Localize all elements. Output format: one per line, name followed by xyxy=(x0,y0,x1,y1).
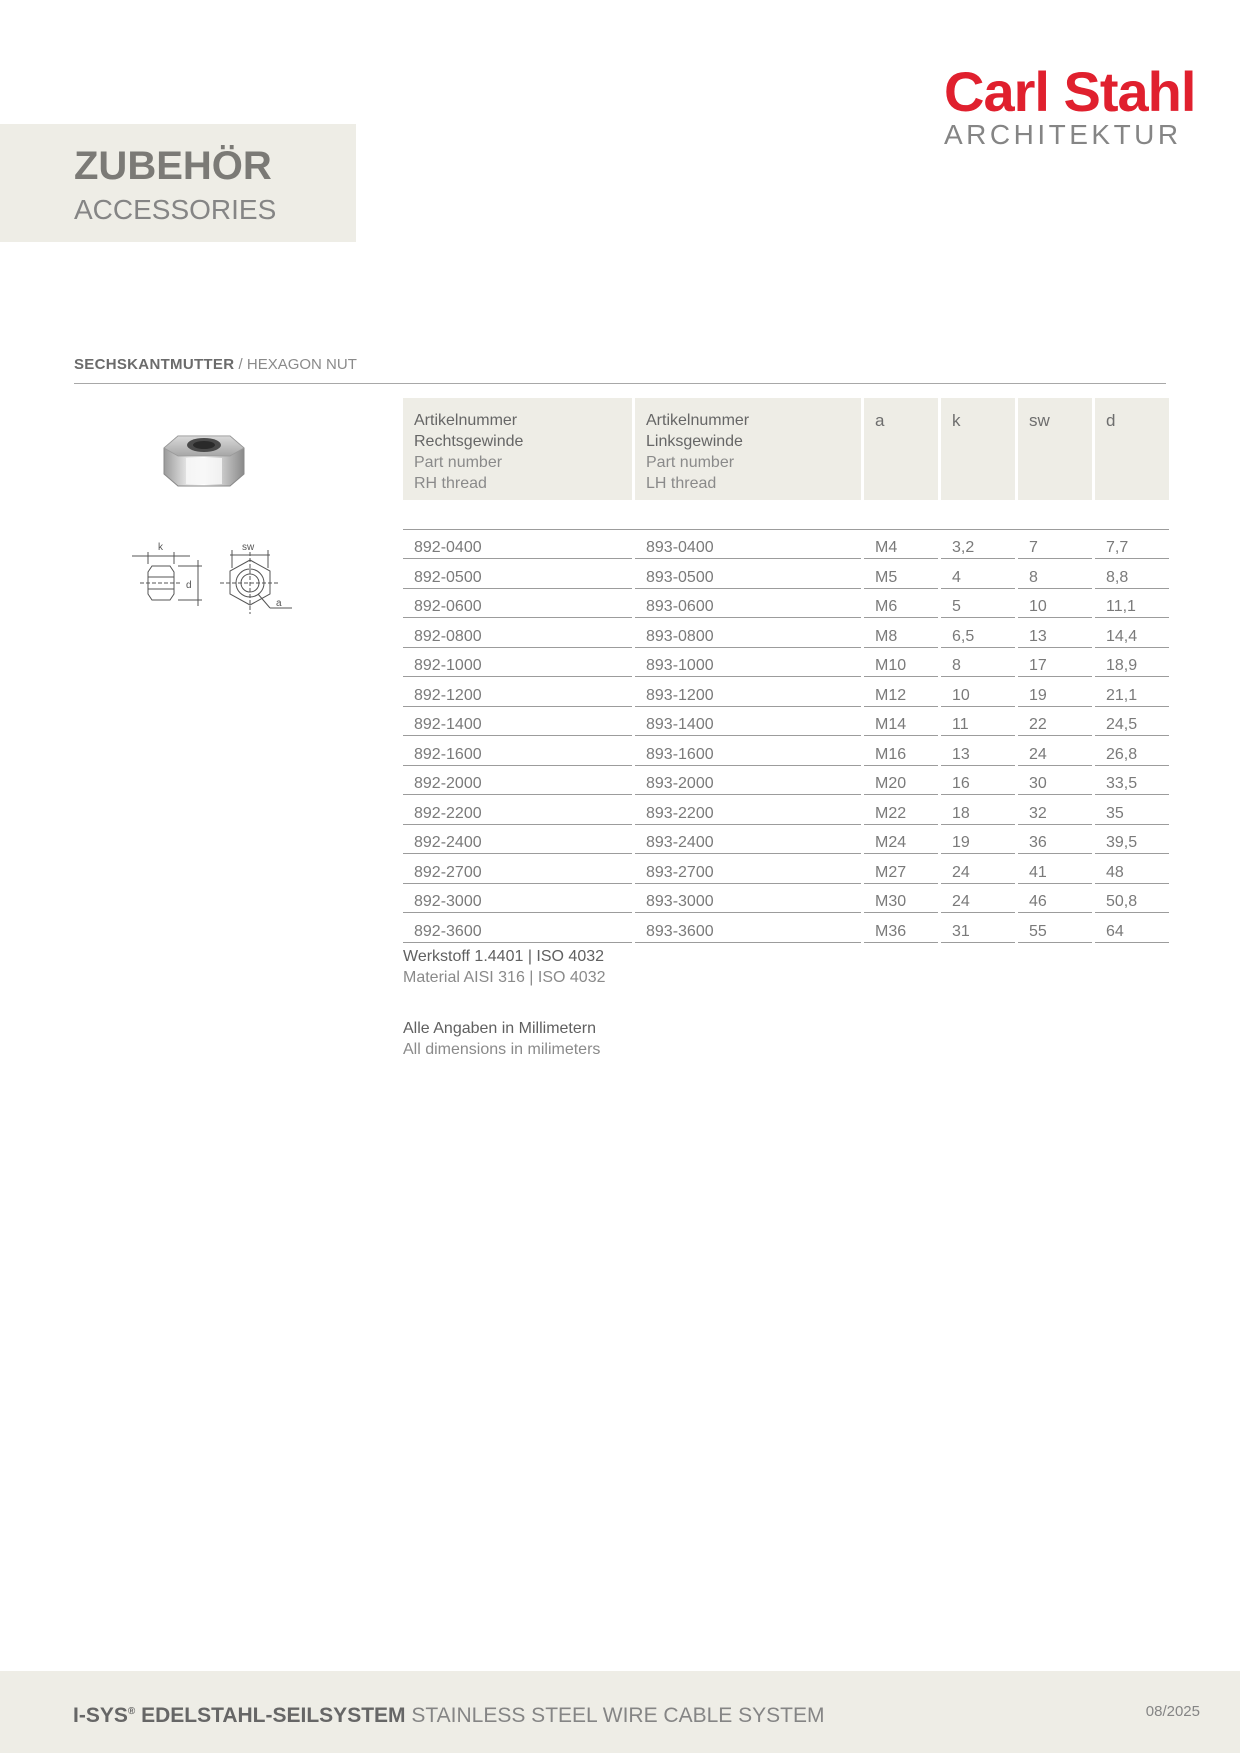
table-row xyxy=(403,559,1169,589)
cell-a: M10 xyxy=(864,648,938,678)
cell-a: M5 xyxy=(864,559,938,589)
cell-k: 18 xyxy=(941,795,1015,825)
cell-lh-part-number: 893-0600 xyxy=(635,589,861,619)
table-row xyxy=(403,736,1169,766)
cell-a: M6 xyxy=(864,589,938,619)
cell-a: M8 xyxy=(864,618,938,648)
category-title: ZUBEHÖR xyxy=(74,144,272,188)
cell-sw: 13 xyxy=(1018,618,1092,648)
cell-sw: 24 xyxy=(1018,736,1092,766)
cell-rh-part-number: 892-0500 xyxy=(403,559,632,589)
cell-k: 24 xyxy=(941,854,1015,884)
cell-rh-part-number: 892-2700 xyxy=(403,854,632,884)
cell-a: M36 xyxy=(864,913,938,943)
table-row xyxy=(403,825,1169,855)
table-row xyxy=(403,530,1169,560)
cell-lh-part-number: 893-3600 xyxy=(635,913,861,943)
cell-sw: 7 xyxy=(1018,530,1092,560)
cell-a: M30 xyxy=(864,884,938,914)
table-header-row xyxy=(403,398,1169,500)
cell-a: M12 xyxy=(864,677,938,707)
brand-subline: ARCHITEKTUR xyxy=(944,119,1182,150)
cell-k: 11 xyxy=(941,707,1015,737)
cell-rh-part-number: 892-2400 xyxy=(403,825,632,855)
cell-sw: 30 xyxy=(1018,766,1092,796)
header-rh-de-line2: Rechtsgewinde xyxy=(414,433,524,450)
cell-d: 50,8 xyxy=(1095,884,1169,914)
cell-a: M22 xyxy=(864,795,938,825)
cell-rh-part-number: 892-0800 xyxy=(403,618,632,648)
table-row xyxy=(403,707,1169,737)
cell-lh-part-number: 893-1600 xyxy=(635,736,861,766)
cell-d: 35 xyxy=(1095,795,1169,825)
table-row xyxy=(403,618,1169,648)
header-lh-de-line2: Linksgewinde xyxy=(646,433,743,450)
cell-k: 3,2 xyxy=(941,530,1015,560)
section-title-en: HEXAGON NUT xyxy=(246,356,357,373)
cell-sw: 46 xyxy=(1018,884,1092,914)
cell-rh-part-number: 892-0400 xyxy=(403,530,632,560)
header-rh-part-number xyxy=(403,398,632,500)
table-row xyxy=(403,589,1169,619)
cell-rh-part-number: 892-0600 xyxy=(403,589,632,619)
cell-a: M16 xyxy=(864,736,938,766)
material-note-en: Material AISI 316 | ISO 4032 xyxy=(403,969,606,986)
cell-k: 31 xyxy=(941,913,1015,943)
cell-lh-part-number: 893-1200 xyxy=(635,677,861,707)
cell-lh-part-number: 893-2700 xyxy=(635,854,861,884)
footer-title-brand: I-SYS xyxy=(73,1704,128,1727)
cell-sw: 55 xyxy=(1018,913,1092,943)
cell-a: M27 xyxy=(864,854,938,884)
table-row xyxy=(403,795,1169,825)
cell-lh-part-number: 893-2000 xyxy=(635,766,861,796)
cell-sw: 8 xyxy=(1018,559,1092,589)
footer-title xyxy=(73,1699,824,1729)
footer-title-de: EDELSTAHL-SEILSYSTEM xyxy=(135,1704,406,1727)
drawing-label-d: d xyxy=(186,580,192,591)
footer xyxy=(0,1671,1240,1753)
cell-k: 10 xyxy=(941,677,1015,707)
section-heading xyxy=(74,356,1166,373)
cell-sw: 41 xyxy=(1018,854,1092,884)
cell-lh-part-number: 893-1400 xyxy=(635,707,861,737)
cell-lh-part-number: 893-2400 xyxy=(635,825,861,855)
header-sw: sw xyxy=(1018,398,1092,500)
cell-k: 5 xyxy=(941,589,1015,619)
section-title-de: SECHSKANTMUTTER xyxy=(74,356,235,373)
cell-rh-part-number: 892-3000 xyxy=(403,884,632,914)
table-row xyxy=(403,854,1169,884)
brand-name: Carl Stahl xyxy=(944,60,1196,123)
cell-d: 33,5 xyxy=(1095,766,1169,796)
category-subtitle: ACCESSORIES xyxy=(74,194,277,225)
cell-rh-part-number: 892-1000 xyxy=(403,648,632,678)
cell-lh-part-number: 893-1000 xyxy=(635,648,861,678)
header-rh-en-line1: Part number xyxy=(414,454,503,471)
material-note-de: Werkstoff 1.4401 | ISO 4032 xyxy=(403,948,605,965)
cell-rh-part-number: 892-1400 xyxy=(403,707,632,737)
header-k: k xyxy=(941,398,1015,500)
cell-k: 6,5 xyxy=(941,618,1015,648)
cell-rh-part-number: 892-1200 xyxy=(403,677,632,707)
cell-sw: 22 xyxy=(1018,707,1092,737)
cell-d: 24,5 xyxy=(1095,707,1169,737)
cell-lh-part-number: 893-2200 xyxy=(635,795,861,825)
category-banner xyxy=(0,124,356,242)
header-lh-en-line2: LH thread xyxy=(646,475,717,492)
part-number-table xyxy=(400,398,1172,943)
cell-a: M4 xyxy=(864,530,938,560)
table-row xyxy=(403,677,1169,707)
cell-lh-part-number: 893-0500 xyxy=(635,559,861,589)
cell-d: 26,8 xyxy=(1095,736,1169,766)
cell-lh-part-number: 893-3000 xyxy=(635,884,861,914)
cell-lh-part-number: 893-0400 xyxy=(635,530,861,560)
header-lh-en-line1: Part number xyxy=(646,454,735,471)
cell-sw: 32 xyxy=(1018,795,1092,825)
cell-rh-part-number: 892-2200 xyxy=(403,795,632,825)
section-divider xyxy=(74,383,1166,384)
cell-d: 48 xyxy=(1095,854,1169,884)
header-rh-de-line1: Artikelnummer xyxy=(414,412,518,429)
cell-rh-part-number: 892-1600 xyxy=(403,736,632,766)
cell-d: 64 xyxy=(1095,913,1169,943)
header-rh-en-line2: RH thread xyxy=(414,475,487,492)
dimensions-note-de: Alle Angaben in Millimetern xyxy=(403,1020,596,1037)
table-row xyxy=(403,913,1169,943)
cell-sw: 36 xyxy=(1018,825,1092,855)
cell-a: M20 xyxy=(864,766,938,796)
cell-d: 14,4 xyxy=(1095,618,1169,648)
cell-d: 18,9 xyxy=(1095,648,1169,678)
table-row xyxy=(403,766,1169,796)
drawing-label-sw: sw xyxy=(242,542,255,553)
brand-logo xyxy=(944,60,1196,150)
cell-k: 16 xyxy=(941,766,1015,796)
section-separator: / xyxy=(234,356,247,373)
cell-sw: 10 xyxy=(1018,589,1092,619)
cell-d: 39,5 xyxy=(1095,825,1169,855)
table-row xyxy=(403,884,1169,914)
cell-sw: 19 xyxy=(1018,677,1092,707)
cell-d: 7,7 xyxy=(1095,530,1169,560)
cell-d: 8,8 xyxy=(1095,559,1169,589)
table-row xyxy=(403,648,1169,678)
cell-rh-part-number: 892-2000 xyxy=(403,766,632,796)
cell-k: 8 xyxy=(941,648,1015,678)
drawing-label-k: k xyxy=(158,542,163,553)
header-lh-part-number xyxy=(635,398,861,500)
cell-k: 13 xyxy=(941,736,1015,766)
dimensions-note-en: All dimensions in milimeters xyxy=(403,1041,601,1058)
header-d: d xyxy=(1095,398,1169,500)
cell-sw: 17 xyxy=(1018,648,1092,678)
cell-a: M24 xyxy=(864,825,938,855)
footer-date: 08/2025 xyxy=(1145,1703,1200,1720)
drawing-label-a: a xyxy=(276,598,282,609)
registered-mark: ® xyxy=(127,1706,136,1717)
notes xyxy=(403,946,606,1060)
cell-rh-part-number: 892-3600 xyxy=(403,913,632,943)
header-a: a xyxy=(864,398,938,500)
cell-k: 24 xyxy=(941,884,1015,914)
cell-a: M14 xyxy=(864,707,938,737)
hexagon-nut-photo xyxy=(158,430,250,492)
hexagon-nut-drawing xyxy=(124,536,294,628)
cell-d: 11,1 xyxy=(1095,589,1169,619)
header-lh-de-line1: Artikelnummer xyxy=(646,412,750,429)
cell-k: 19 xyxy=(941,825,1015,855)
cell-d: 21,1 xyxy=(1095,677,1169,707)
footer-title-en: STAINLESS STEEL WIRE CABLE SYSTEM xyxy=(405,1704,825,1727)
cell-lh-part-number: 893-0800 xyxy=(635,618,861,648)
cell-k: 4 xyxy=(941,559,1015,589)
